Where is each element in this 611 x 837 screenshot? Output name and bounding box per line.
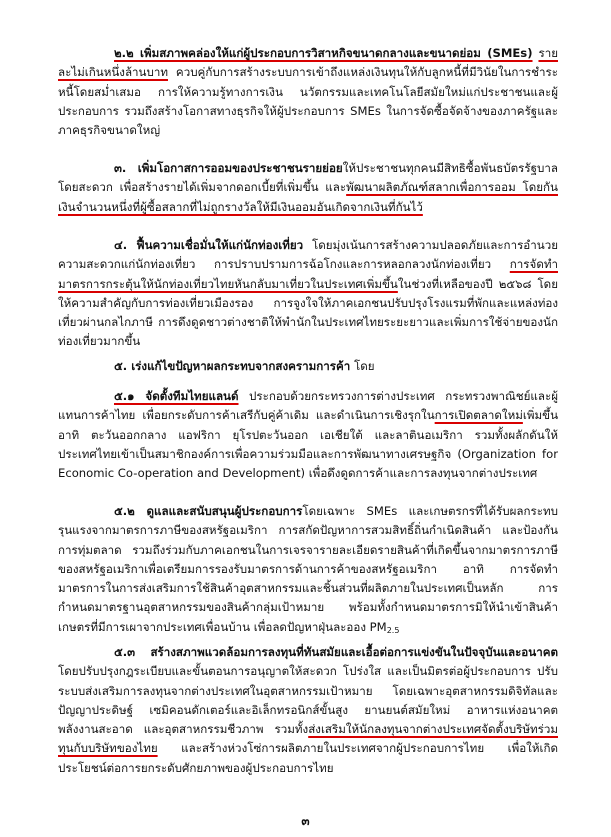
section-5	[58, 357, 558, 376]
section-5-2	[58, 502, 558, 640]
section-heading: ๒.๒ เพิ่มสภาพคล่องให้แก่ผู้ประกอบการวิสาหกิจขนาดกลางและขนาดย่อม (SMEs)	[114, 46, 533, 60]
underlined-text: การเปิดตลาดใหม่	[434, 408, 523, 423]
section-5-1	[58, 387, 558, 483]
subscript: 2.5	[386, 625, 400, 635]
section-text: โดย	[350, 359, 375, 373]
underlined-text: การจัดทำมาตรการกระตุ้นให้นักท่องเที่ยวไทยหันกลับมาเที่ยวในประเทศเพิ่มขึ้น	[58, 257, 558, 291]
section-heading: ๕. เร่งแก้ไขปัญหาผลกระทบจากสงครามการค้า	[114, 359, 351, 373]
section-text: โดยเฉพาะ SMEs และเกษตรกรที่ได้รับผลกระทบรุนแรงจากมาตรการภาษีของสหรัฐอเมริกา การสกัดปัญหาการสวมสิทธิ์ถิ่นกำเนิดสินค้า และป้องกันการทุ่มตลาด รวมถึงร่วมกับภาคเอกชนในการเจรจารายละเอียดรายสินค้าที่เกิดขึ้นจากมาตรการภาษีของสหรัฐอเมริกาเพื่อเตรียมการรองรับมาตรการด้านการค้าของสหรัฐอเมริกา อาทิ การจัดทำมาตรการในการส่งเสริมการใช้สินค้าอุตสาหกรรมและชิ้นส่วนที่ผลิตภายในประเทศเป็นหลัก การกำหนดมาตรฐานอุตสาหกรรมของสินค้ากลุ่มเป้าหมาย พร้อมทั้งกำหนดมาตรการมิให้นำเข้าสินค้าเกษตรที่มีการเผาจากประเทศเพื่อนบ้าน เพื่อลดปัญหาฝุ่นละออง PM	[58, 504, 558, 634]
underlined-text: ส่งเสริมให้นักลงทุนจากต่างประเทศจัดตั้งบริษัทร่วมทุนกับบริษัทของไทย	[58, 722, 558, 756]
section-heading: ๓. เพิ่มโอกาสการออมของประชาชนรายย่อย	[114, 161, 343, 175]
section-text: และสร้างห่วงโซ่การผลิตภายในประเทศจากผู้ประกอบการไทย เพื่อให้เกิดประโยชน์ต่อการยกระดับศักยภาพของผู้ประกอบการไทย	[58, 741, 558, 775]
underlined-text: พัฒนาผลิตภัณฑ์สลากเพื่อการออม โดยกันเงินจำนวนหนึ่งที่ผู้ซื้อสลากที่ไม่ถูกรางวัลให้มีเงินออมอันเกิดจากเงินที่กันไว้	[58, 180, 558, 214]
section-3	[58, 159, 558, 217]
section-heading: ๕.๒ ดูแลและสนับสนุนผู้ประกอบการ	[114, 504, 303, 518]
section-text: ในช่วงที่เหลือของปี ๒๕๖๘ โดยให้ความสำคัญกับการท่องเที่ยวเมืองรอง การจูงใจให้ภาคเอกชนปรับปรุงโรงแรมที่พักและแหล่งท่องเที่ยวผ่านกลไกภาษี การดึงดูดชาวต่างชาติให้พำนักในประเทศไทยระยะยาวและเพิ่มการใช้จ่ายของนักท่องเที่ยวมากขึ้น	[58, 276, 558, 349]
section-5-3	[58, 643, 558, 778]
section-text: ประกอบด้วยกระทรวงการต่างประเทศ กระทรวงพาณิชย์และผู้แทนการค้าไทย เพื่อยกระดับการค้าเสรีกับคู่ค้าเดิม และดำเนินการเชิงรุกใน	[58, 389, 558, 423]
underlined-text: รายละไม่เกินหนึ่งล้านบาท	[58, 46, 558, 80]
page-number: ๓	[301, 814, 310, 828]
section-text: โดยปรับปรุงกฎระเบียบและขั้นตอนการอนุญาตให้สะดวก โปร่งใส และเป็นมิตรต่อผู้ประกอบการ ปรับระบบส่งเสริมการลงทุนจากต่างประเทศในอุตสาหกรรมเป้าหมาย โดยเฉพาะอุตสาหกรรมดิจิทัลและปัญญาประดิษฐ์ เซมิคอนดักเตอร์และอิเล็กทรอนิกส์ขั้นสูง ยานยนต์สมัยใหม่ อาหารแห่งอนาคต พลังงานสะอาด และอุตสาหกรรมชีวภาพ รวมทั้ง	[58, 664, 558, 737]
section-2-2	[58, 44, 558, 140]
section-text: โดยมุ่งเน้นการสร้างความปลอดภัยและการอำนวยความสะดวกแก่นักท่องเที่ยว การปราบปรามการฉ้อโกงและการหลอกลวงนักท่องเที่ยว	[58, 238, 559, 272]
section-heading: ๕.๓ สร้างสภาพแวดล้อมการลงทุนที่ทันสมัยและเอื้อต่อการแข่งขันในปัจจุบันและอนาคต	[114, 645, 558, 659]
section-heading: ๕.๑ จัดตั้งทีมไทยแลนด์	[114, 389, 239, 403]
section-text: เพิ่มขึ้น อาทิ ตะวันออกกลาง แอฟริกา ยุโรปตะวันออก เอเชียใต้ และลาตินอเมริกา รวมทั้งผลักดันให้ประเทศไทยเข้าเป็นสมาชิกองค์การเพื่อความร่วมมือและการพัฒนาทางเศรษฐกิจ (Organization for Economic Co-operation and Development) เพื่อดึงดูดการค้าและการลงทุนจากต่างประเทศ	[58, 408, 558, 481]
section-heading: ๔. ฟื้นความเชื่อมั่นให้แก่นักท่องเที่ยว	[114, 238, 304, 252]
section-4	[58, 236, 558, 352]
section-text: ให้ประชาชนทุกคนมีสิทธิซื้อพันธบัตรรัฐบาลโดยสะดวก เพื่อสร้างรายได้เพิ่มจากดอกเบี้ยที่เพิ่มขึ้น และ	[58, 161, 558, 195]
section-text: ควบคู่กับการสร้างระบบการเข้าถึงแหล่งเงินทุนให้กับลูกหนี้ที่มีวินัยในการชำระหนี้โดยสม่ำเสมอ การให้ความรู้ทางการเงิน นวัตกรรมและเทคโนโลยีสมัยใหม่แก่ประชาชนและผู้ประกอบการ รวมถึงสร้างโอกาสทางธุรกิจให้ผู้ประกอบการ SMEs ในการจัดซื้อจัดจ้างของภาครัฐและภาคธุรกิจขนาดใหญ่	[58, 65, 558, 138]
